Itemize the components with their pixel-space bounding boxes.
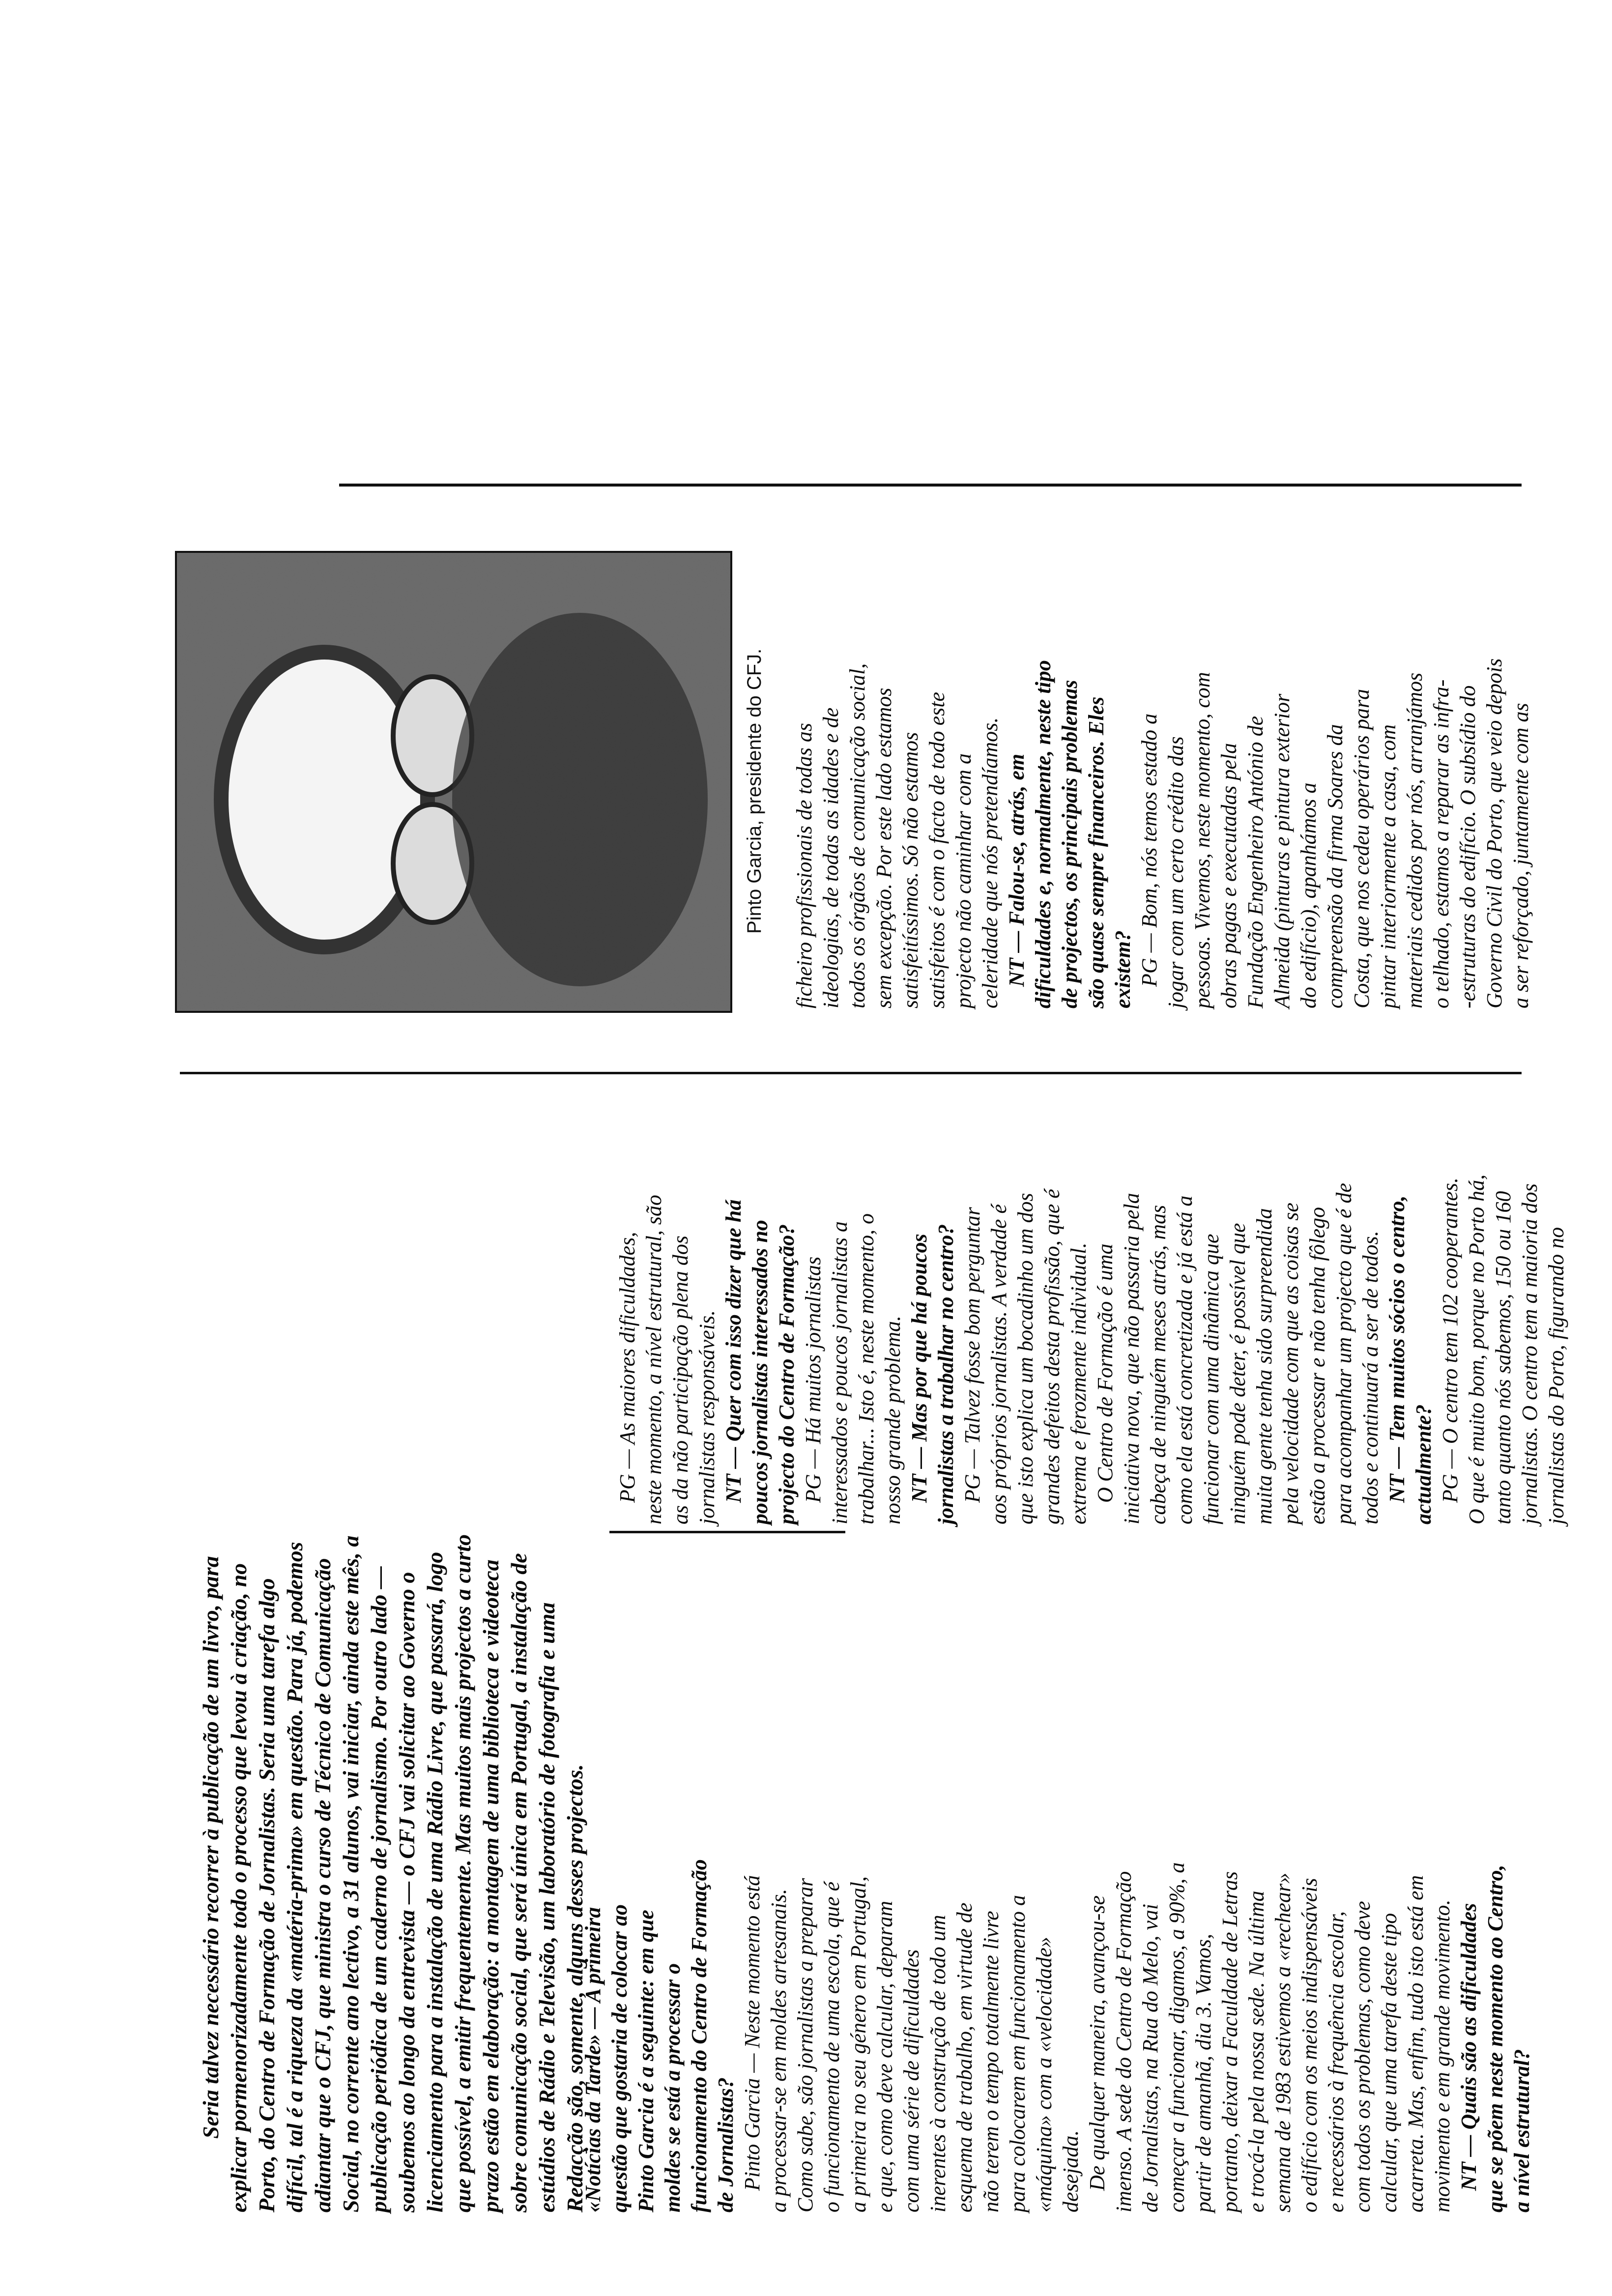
answer-line: jornalistas. O centro tem a maioria dos — [1518, 1183, 1542, 1524]
answer-line: semana de 1983 estivemos a «rechear» — [1271, 1872, 1295, 2212]
answer-line: ninguém pode deter, é possível que — [1226, 1223, 1250, 1524]
answer-line: que isto explica um bocadinho um dos — [1013, 1193, 1037, 1524]
answer-line: cabeça de ninguém meses atrás, mas — [1146, 1205, 1170, 1524]
answer-line: iniciativa nova, que não passaria pela — [1120, 1193, 1144, 1524]
answer-line: extrema e ferozmente individual. — [1066, 1242, 1091, 1524]
answer-line: O Centro de Formação é uma — [1093, 1243, 1117, 1524]
answer-line: jornalistas responsáveis. — [695, 1310, 719, 1524]
answer-line: Como sabe, são jornalistas a preparar — [793, 1878, 817, 2212]
answer-line: de Jornalistas, na Rua do Melo, vai — [1138, 1903, 1162, 2212]
answer-line: calcular, que uma tarefa deste tipo — [1377, 1913, 1401, 2212]
portrait-photo — [175, 551, 732, 1013]
question-line: de projectos, os principais problemas — [1058, 680, 1082, 1008]
question-line: jornalistas a trabalhar no centro? — [934, 1224, 958, 1524]
answer-line: como ela está concretizada e já está a — [1173, 1195, 1197, 1524]
article-column-1 — [580, 1539, 1535, 2212]
answer-line: -estruturas do edifício. O subsídio do — [1456, 685, 1480, 1008]
question-line: «Notícias da Tarde» — A primeira — [581, 1907, 605, 2212]
answer-line: as da não participação plena dos — [668, 1235, 692, 1524]
question-line: NT — Mas por que há poucos — [907, 1234, 931, 1524]
question-line: dificuldades e, normalmente, neste tipo — [1031, 660, 1055, 1008]
text-line: Social, no corrente ano lectivo, a 31 alunos, vai iniciar, ainda este mês, a — [338, 1535, 363, 2212]
question-line: Pinto Garcia é a seguinte: em que — [634, 1910, 658, 2212]
answer-line: De qualquer maneira, avançou-se — [1085, 1895, 1109, 2212]
text-line: Seria talvez necessário recorrer à publicação de um livro, para — [198, 1556, 223, 2139]
answer-line: satisfeitíssimos. Só não estamos — [898, 732, 922, 1008]
answer-line: grandes defeitos desta profissão, que é — [1040, 1189, 1064, 1524]
question-line: funcionamento do Centro de Formação — [687, 1859, 711, 2212]
answer-line: o edifício com os meios indispensáveis — [1297, 1878, 1322, 2212]
answer-line: ficheiro profissionais de todas as — [792, 723, 816, 1008]
question-line: poucos jornalistas interessados no — [748, 1220, 772, 1524]
answer-line: começar a funcionar, digamos, a 90%, a — [1165, 1862, 1189, 2212]
column-rule — [609, 1531, 845, 1533]
answer-line: compreensão da firma Soares da — [1323, 724, 1347, 1008]
answer-line: para acompanhar um projecto que é de — [1332, 1183, 1356, 1524]
question-line: NT — Tem muitos sócios o centro, — [1385, 1195, 1409, 1524]
text-line: Porto, do Centro de Formação de Jornalistas. Seria uma tarefa algo — [254, 1578, 279, 2212]
question-line: de Jornalistas? — [714, 2077, 738, 2212]
text-line: licenciamento para a instalação de uma Rádio Livre, que passará, logo — [422, 1551, 447, 2212]
answer-line: portanto, deixar a Faculdade de Letras — [1218, 1871, 1242, 2212]
answer-line: e trocá-la pela nossa sede. Na última — [1244, 1891, 1268, 2212]
answer-line: Pinto Garcia — Neste momento está — [740, 1875, 764, 2212]
answer-line: jogar com um certo crédito das — [1164, 736, 1188, 1008]
answer-line: O que é muito bom, porque no Porto há, — [1465, 1174, 1489, 1524]
question-line: moldes se está a processar o — [661, 1963, 685, 2212]
answer-line: trabalhar... Isto é, neste momento, o — [854, 1213, 878, 1524]
article-column-3 — [791, 488, 1534, 1008]
intro-paragraph — [197, 974, 589, 2212]
answer-line: inerentes à construção de todo um — [926, 1915, 950, 2212]
question-line: são quase sempre financeiros. Eles — [1084, 696, 1108, 1008]
answer-line: a ser reforçado, juntamente com as — [1509, 703, 1533, 1008]
answer-line: muita gente tenha sido surpreendida — [1252, 1208, 1276, 1524]
text-line: difícil, tal é a riqueza da «matéria-prima» em questão. Para já, podemos — [282, 1542, 307, 2212]
text-line: publicação periódica de um caderno de jornalismo. Por outro lado — — [366, 1566, 391, 2212]
answer-line: e que, como deve calcular, deparam — [873, 1900, 897, 2212]
question-line: que se põem neste momento ao Centro, — [1483, 1865, 1507, 2212]
answer-line: «máquina» com a «velocidade» — [1032, 1937, 1056, 2212]
answer-line: o funcionamento de uma escola, que é — [820, 1881, 844, 2212]
answer-line: o telhado, estamos a reparar as infra- — [1429, 679, 1453, 1008]
answer-line: a primeira no seu género em Portugal, — [846, 1876, 870, 2212]
text-line: explicar pormenorizadamente todo o processo que levou à criação, no — [226, 1563, 251, 2212]
answer-line: PG — O centro tem 102 cooperantes. — [1438, 1177, 1462, 1524]
question-line: NT — Quais são as dificuldades — [1457, 1903, 1481, 2212]
answer-line: Almeida (pinturas e pintura exterior — [1270, 693, 1294, 1008]
answer-line: Costa, que nos cedeu operários para — [1350, 689, 1374, 1008]
answer-line: estão a processar e não tenha fôlego — [1305, 1206, 1329, 1524]
answer-line: acarreta. Mas, enfim, tudo isto está em — [1404, 1875, 1428, 2212]
photo-caption: Pinto Garcia, presidente do CFJ. — [744, 648, 765, 934]
answer-line: todos e continuará a ser de todos. — [1358, 1231, 1382, 1524]
answer-line: funcionar com uma dinâmica que — [1199, 1234, 1223, 1524]
answer-line: movimento e em grande movimento. — [1430, 1899, 1454, 2212]
question-line: actualmente? — [1411, 1404, 1436, 1524]
question-line: projecto do Centro de Formação? — [775, 1224, 799, 1524]
question-line: questão que gostaria de colocar ao — [607, 1904, 632, 2212]
question-line: NT — Falou-se, atrás, em — [1005, 753, 1029, 1008]
column-rule — [180, 1072, 1522, 1074]
answer-line: desejada. — [1059, 2130, 1083, 2212]
answer-line: PG — As maiores dificuldades, — [615, 1232, 639, 1524]
answer-line: pintar interiormente a casa, com — [1376, 724, 1400, 1008]
answer-line: interessados e poucos jornalistas a — [828, 1221, 852, 1524]
answer-line: sem excepção. Por este lado estamos — [872, 688, 896, 1008]
text-line: sobre comunicação social, que será única em Portugal, a instalação de — [506, 1553, 531, 2212]
answer-line: Fundação Engenheiro António de — [1243, 716, 1267, 1008]
answer-line: tanto quanto nós sabemos, 150 ou 160 — [1491, 1191, 1515, 1524]
text-line: que possível, a emitir frequentemente. Mas muitos mais projectos a curto — [450, 1534, 475, 2212]
question-line: a nível estrutural? — [1510, 2049, 1534, 2212]
answer-line: neste momento, a nível estrutural, são — [642, 1195, 666, 1524]
answer-line: do edifício), apanhámos a — [1296, 782, 1321, 1008]
answer-line: jornalistas do Porto, figurando no — [1544, 1227, 1568, 1524]
answer-line: com uma série de dificuldades — [899, 1949, 923, 2212]
answer-line: obras pagas e executadas pela — [1217, 743, 1241, 1008]
answer-line: Governo Civil do Porto, que veio depois — [1482, 658, 1506, 1008]
answer-line: pela velocidade com que as coisas se — [1279, 1203, 1303, 1524]
answer-line: projecto não caminhar com a — [951, 753, 976, 1008]
answer-line: ideologias, de todas as idades e de — [819, 707, 843, 1008]
answer-line: celeridade que nós pretendíamos. — [978, 717, 1002, 1008]
text-line: estúdios de Rádio e Televisão, um laboratório de fotografia e uma — [534, 1602, 559, 2212]
question-line: existem? — [1111, 930, 1135, 1008]
answer-line: aos próprios jornalistas. A verdade é — [987, 1204, 1011, 1524]
answer-line: não terem o tempo totalmente livre — [979, 1911, 1003, 2212]
answer-line: todos os órgãos de comunicação social, — [845, 663, 869, 1008]
answer-line: PG — Bom, nós temos estado a — [1137, 713, 1161, 1008]
portrait-image — [177, 553, 730, 1011]
answer-line: materiais cedidos por nós, arranjámos — [1403, 672, 1427, 1008]
answer-line: a processar-se em moldes artesanais. — [767, 1889, 791, 2212]
answer-line: satisfeitos é com o facto de todo este — [925, 692, 949, 1008]
page-edge-rule — [339, 484, 1522, 487]
answer-line: nosso grande problema. — [881, 1316, 905, 1524]
text-line: adiantar que o CFJ, que ministra o curso de Técnico de Comunicação — [310, 1558, 335, 2212]
answer-line: e necessários à frequência escolar, — [1324, 1911, 1348, 2212]
answer-line: partir de amanhã, dia 3. Vamos, — [1191, 1933, 1215, 2212]
text-line: prazo estão em elaboração: a montagem de uma biblioteca e videoteca — [478, 1559, 503, 2212]
text-line: soubemos ao longo da entrevista — o CFJ vai solicitar ao Governo o — [394, 1572, 419, 2212]
question-line: NT — Quer com isso dizer que há — [721, 1199, 746, 1524]
answer-line: imenso. A sede do Centro de Formação — [1112, 1871, 1136, 2212]
answer-line: pessoas. Vivemos, neste momento, com — [1190, 672, 1214, 1008]
answer-line: para colocarem em funcionamento a — [1006, 1894, 1030, 2212]
article-column-2 — [614, 1072, 1570, 1524]
text-line: Redacção são, somente, alguns desses projectos. — [562, 1764, 587, 2212]
answer-line: PG — Há muitos jornalistas — [801, 1256, 825, 1524]
answer-line: esquema de trabalho, em virtude de — [952, 1902, 977, 2212]
answer-line: com todos os problemas, como deve — [1351, 1901, 1375, 2212]
answer-line: PG — Talvez fosse bom perguntar — [960, 1207, 984, 1524]
